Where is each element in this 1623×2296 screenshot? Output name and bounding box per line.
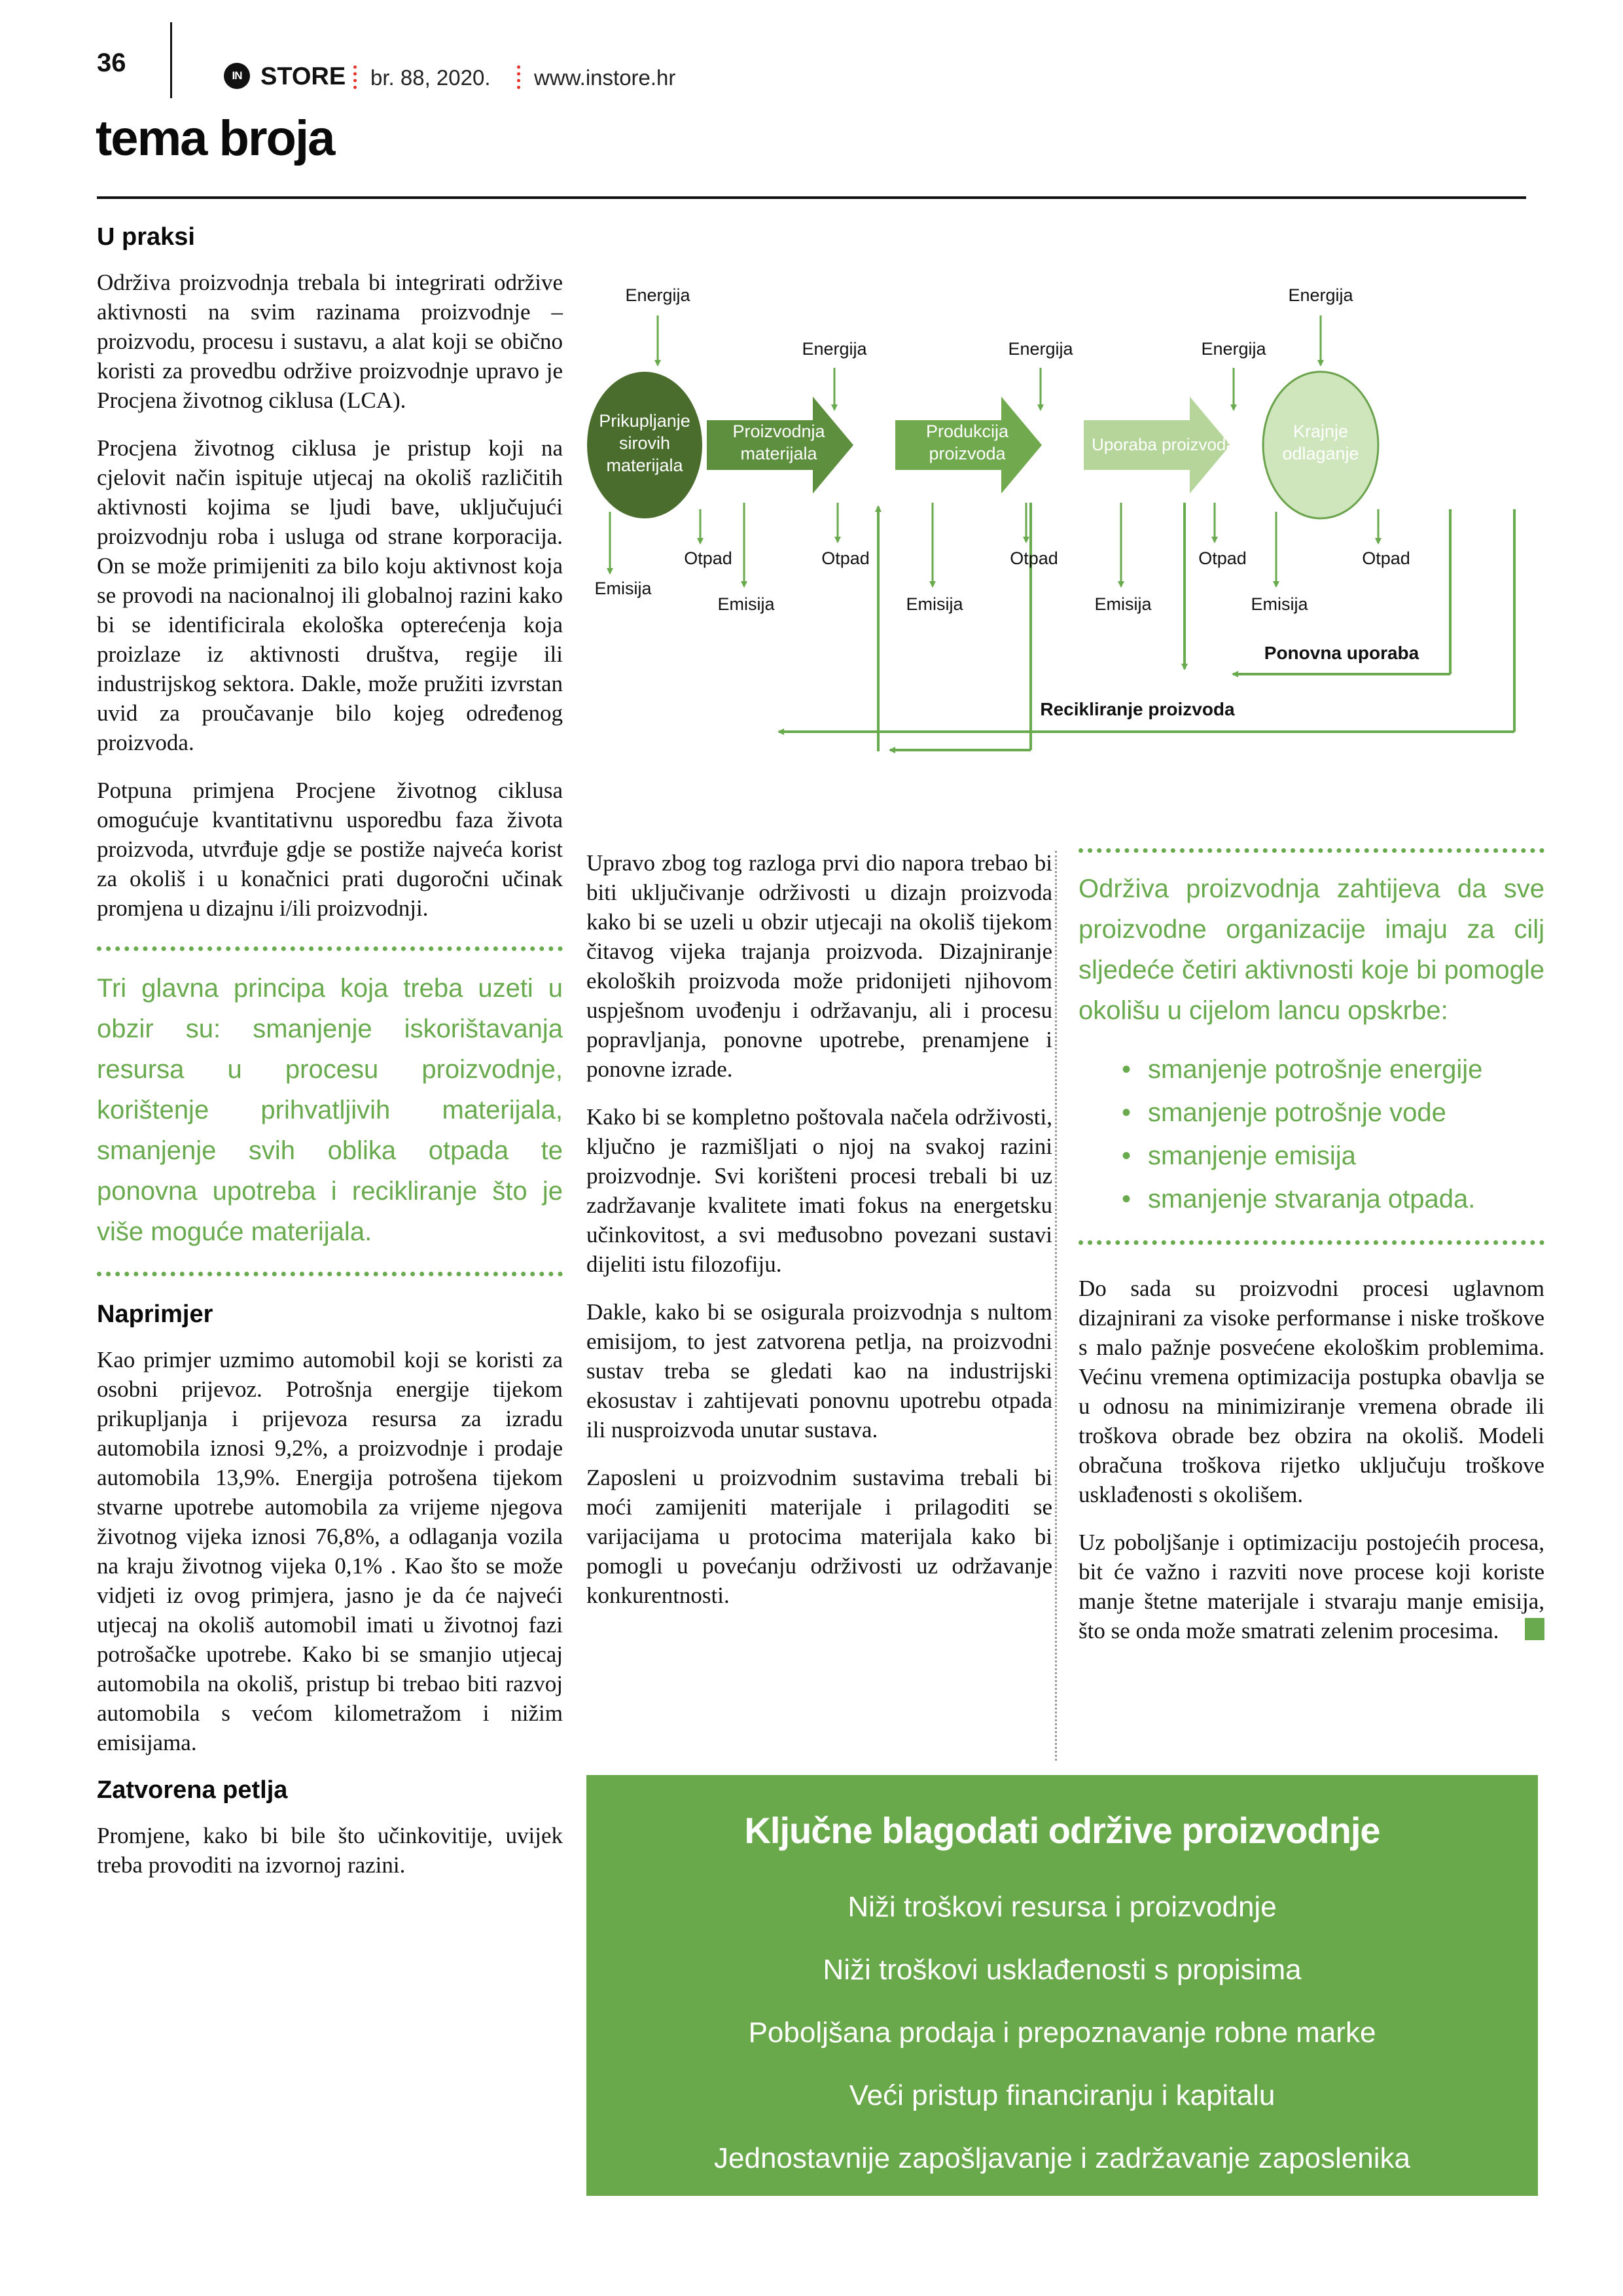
paragraph: Kako bi se kompletno poštovala načela održivosti, ključno je razmišljati o njoj na svakoj razini proizvodnje. Svi korišteni procesi trebali bi uz zadržavanje kvalitete imati fokus na energetsku učinkovitost, a svi međusobno povezani sustavi dijeliti istu filozofiju. [586, 1104, 1052, 1277]
bullet-icon: • [1122, 1098, 1132, 1127]
list-item [1079, 1134, 1544, 1177]
benefits-title: Ključne blagodati održive proizvodnje [744, 1810, 1380, 1851]
website-url: www.instore.hr [534, 65, 676, 90]
pull-quote: Tri glavna principa koja treba uzeti u obzir su: smanjenje iskorištavanja resursa u procesu proizvodnje, korištenje prihvatljivih materijala, smanjenje svih oblika otpada te ponovna upotreba i recikliranje što je više moguće materijala. [97, 946, 563, 1276]
bullet-icon: • [1122, 1185, 1132, 1213]
paragraph: Promjene, kako bi bile što učinkovitije, uvijek treba provoditi na izvornoj razini. [97, 1823, 563, 1878]
column-separator [1055, 851, 1057, 1761]
heading-u-praksi: U praksi [97, 223, 195, 251]
section-title: tema broja [96, 111, 334, 166]
waste-label: Otpad [821, 548, 870, 568]
bullet-text: smanjenje potrošnje energije [1148, 1055, 1483, 1084]
energy-label: Energija [1288, 285, 1353, 305]
benefit-item: Jednostavnije zapošljavanje i zadržavanje zaposlenika [714, 2142, 1410, 2174]
paragraph: Održiva proizvodnja trebala bi integrirati održive aktivnosti na svim razinama proizvodnje – proizvodu, procesu i sustavu, a alat koji se obično koristi za provedbu održive proizvodnje upravo je Procjena životnog ciklusa (LCA). [97, 270, 563, 413]
benefit-item: Poboljšana prodaja i prepoznavanje robne marke [748, 2017, 1376, 2049]
title-rule [97, 196, 1526, 199]
emission-arrows [610, 503, 1276, 586]
emission-label: Emisija [594, 579, 652, 598]
stage-label-raw-materials: Prikupljanje sirovih materijala [599, 411, 690, 475]
middle-column [586, 848, 1052, 1628]
waste-label: Otpad [1010, 548, 1058, 568]
paragraph: Potpuna primjena Procjene životnog ciklusa omogućuje kvantitativnu usporedbu faza života proizvoda, utvrđuje gdje se postiže najveća korist za okoliš i u konačnici prati dugoročni učinak promjena u dizajnu i/ili proizvodnji. [97, 778, 563, 921]
waste-label: Otpad [1362, 548, 1410, 568]
heading-naprimjer: Naprimjer [97, 1300, 213, 1328]
recycle-loop-label: Recikliranje proizvoda [1040, 699, 1235, 719]
page-number: 36 [97, 48, 126, 77]
brand-name: STORE [260, 63, 346, 90]
heading-zatvorena-petlja: Zatvorena petlja [97, 1776, 288, 1804]
emission-label: Emisija [717, 594, 775, 614]
energy-label: Energija [625, 285, 690, 305]
header-separator-icon [353, 65, 357, 89]
emission-label: Emisija [1094, 594, 1152, 614]
energy-label: Energija [1008, 339, 1073, 359]
activities-intro: Održiva proizvodnja zahtijeva da sve proizvodne organizacije imaju za cilj sljedeće četiri aktivnosti koje bi pomogle okolišu u cijelom lancu opskrbe: [1079, 874, 1544, 1025]
list-item [1079, 1091, 1544, 1134]
benefits-box [586, 1775, 1538, 2196]
bullet-icon: • [1122, 1055, 1132, 1084]
stage-label-product-use: Uporaba proizvoda [1092, 435, 1236, 454]
list-item [1079, 1177, 1544, 1221]
paragraph: Uz poboljšanje i optimizaciju postojećih procesa, bit će važno i razviti nove procese koji koriste manje štetne materijale i stvaraju manje emisija, što se onda može smatrati zelenim procesima. [1079, 1530, 1544, 1643]
lca-lifecycle-diagram [582, 281, 1538, 785]
benefit-item: Niži troškovi usklađenosti s propisima [823, 1954, 1302, 1986]
energy-label: Energija [1201, 339, 1266, 359]
benefit-item: Veći pristup financiranju i kapitalu [849, 2079, 1275, 2111]
waste-label: Otpad [1198, 548, 1247, 568]
list-item [1079, 1048, 1544, 1091]
paragraph: Do sada su proizvodni procesi uglavnom dizajnirani za visoke performanse i niske troškove s malo pažnje posvećene ekološkim problemima. Većinu vremena optimizacija postupka obavlja se u odnosu na minimiziranje vremena obrade ili troškova obrade bez obzira na okoliš. Modeli obračuna troškova rijetko uključuju troškove usklađenosti s okolišem. [1079, 1276, 1544, 1507]
waste-label: Otpad [684, 548, 732, 568]
four-activities-box [1079, 848, 1544, 1245]
stage-label-final-disposal: Krajnje odlaganje [1282, 422, 1359, 463]
header-divider [170, 22, 172, 98]
left-column [97, 223, 563, 1898]
paragraph: Procjena životnog ciklusa je pristup koji na cjelovit način ispituje utjecaj na okoliš različitih aktivnosti kojima se ljudi bave, uključujući proizvodnju roba i usluga od strane korporacija. On se može primijeniti za bilo koju aktivnost koja se provodi na nacionalnoj ili globalnoj razini kako bi se identificirala ekološka opterećenja koja proizlaze iz aktivnosti društva, regije ili industrijskog sektora. Dakle, može pružiti izvrstan uvid za proučavanje bilo kojeg određenog proizvoda. [97, 435, 563, 755]
instore-logo-icon: IN [224, 63, 250, 89]
bullet-icon: • [1122, 1141, 1132, 1170]
bullet-text: smanjenje emisija [1148, 1141, 1356, 1170]
emission-label: Emisija [1251, 594, 1308, 614]
paragraph: Upravo zbog tog razloga prvi dio napora trebao bi biti uključivanje održivosti u dizajn proizvoda kako bi se uzeli u obzir utjecaji na okoliš tijekom čitavog vijeka trajanja proizvoda. Dizajniranje ekoloških proizvoda može pridonijeti njihovom uspješnom uvođenju i održavanju, ali i procesu popravljanja, ponovne upotrebe, prenamjene i ponovne izrade. [586, 850, 1052, 1082]
reuse-loop-label: Ponovna uporaba [1264, 643, 1419, 663]
bullet-text: smanjenje potrošnje vode [1148, 1098, 1446, 1127]
paragraph: Kao primjer uzmimo automobil koji se koristi za osobni prijevoz. Potrošnja energije tijekom prikupljanja i prijevoza resursa za izradu automobila iznosi 9,2%, a proizvodnje i prodaje automobila 13,9%. Energija potrošena tijekom stvarne upotrebe automobila za vrijeme njegova životnog vijeka iznosi 76,8%, a odlaganja vozila na kraju životnog vijeka 0,1% . Kao što se može vidjeti iz ovog primjera, jasno je da će najveći utjecaj na okoliš automobil imati u životnoj fazi potrošačke upotrebe. Kako bi se smanjio utjecaj automobila na okoliš, pristup bi trebao biti razvoj automobila s većom kilometražom i nižim emisijama. [97, 1347, 563, 1755]
article-end-marker-icon [1525, 1618, 1544, 1640]
issue-number: br. 88, 2020. [370, 65, 491, 90]
energy-label: Energija [802, 339, 867, 359]
stage-label-product-production: Produkcija proizvoda [925, 422, 1009, 463]
header-separator-icon [517, 65, 520, 89]
right-column [1079, 848, 1544, 1645]
stage-label-material-production: Proizvodnja materijala [732, 422, 825, 463]
emission-label: Emisija [906, 594, 963, 614]
benefit-item: Niži troškovi resursa i proizvodnje [847, 1891, 1277, 1923]
paragraph: Zaposleni u proizvodnim sustavima trebali bi moći zamijeniti materijale i prilagoditi se varijacijama u protocima materijala kako bi pomogli u povećanju održivosti uz održavanje konkurentnosti. [586, 1465, 1052, 1608]
bullet-text: smanjenje stvaranja otpada. [1148, 1185, 1476, 1213]
paragraph: Dakle, kako bi se osigurala proizvodnja s nultom emisijom, to jest zatvorena petlja, na proizvodni sustav treba se gledati kao na industrijski ekosustav i zahtijevati ponovnu upotrebu otpada ili nusproizvoda unutar sustava. [586, 1299, 1052, 1443]
energy-arrows [658, 315, 1321, 410]
